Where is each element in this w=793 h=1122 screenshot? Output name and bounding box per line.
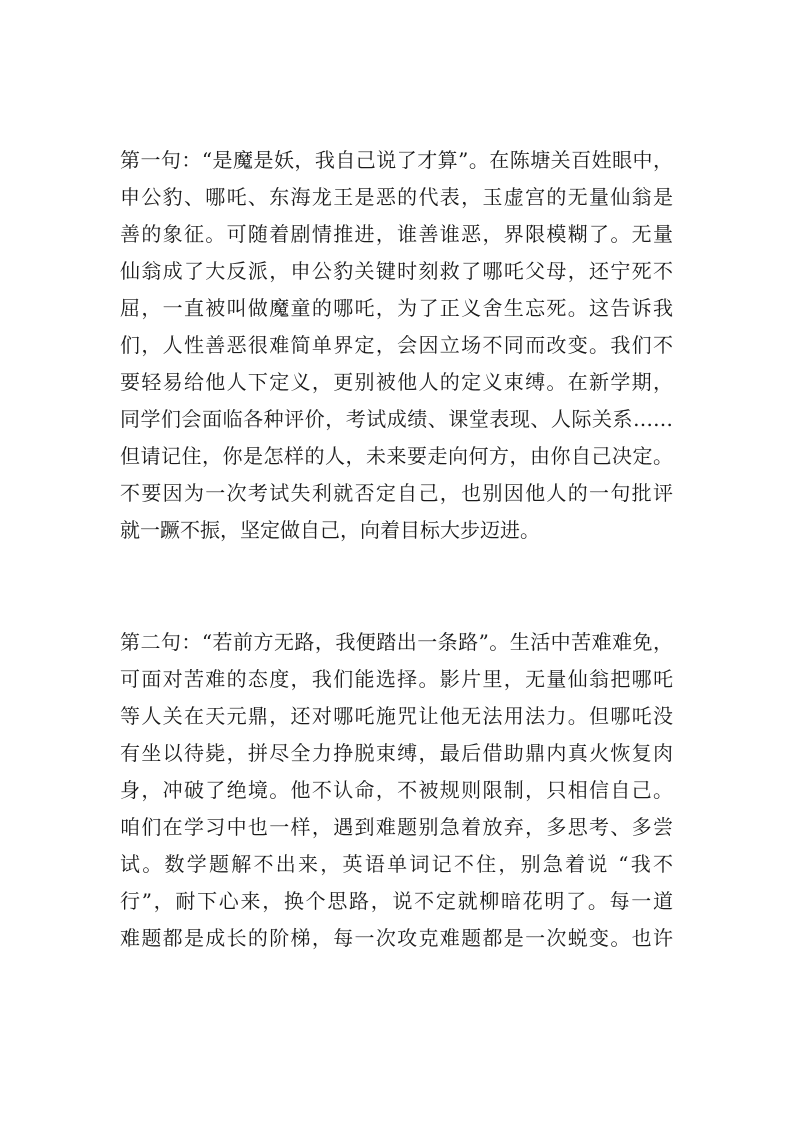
text-line: 第二句：“若前方无路，我便踏出一条路”。生活中苦难难免，: [120, 630, 673, 654]
paragraph-second-sentence: [120, 624, 673, 957]
text-line: 仙翁成了大反派，申公豹关键时刻救了哪吒父母，还宁死不: [120, 259, 673, 283]
text-line: 善的象征。可随着剧情推进，谁善谁恶，界限模糊了。无量: [120, 222, 673, 246]
text-line: 要轻易给他人下定义，更别被他人的定义束缚。在新学期，: [120, 370, 673, 394]
paragraph-first-sentence: [120, 142, 673, 549]
text-line: 们，人性善恶很难简单界定，会因立场不同而改变。我们不: [120, 333, 673, 357]
text-line: 身，冲破了绝境。他不认命，不被规则限制，只相信自己。: [120, 778, 673, 802]
text-line: 行”，耐下心来，换个思路，说不定就柳暗花明了。每一道: [120, 889, 673, 913]
text-line: 难题都是成长的阶梯，每一次攻克难题都是一次蜕变。也许: [120, 926, 673, 950]
text-line: 申公豹、哪吒、东海龙王是恶的代表，玉虚宫的无量仙翁是: [120, 185, 673, 209]
text-line: 有坐以待毙，拼尽全力挣脱束缚，最后借助鼎内真火恢复肉: [120, 741, 673, 765]
text-line: 屈，一直被叫做魔童的哪吒，为了正义舍生忘死。这告诉我: [120, 296, 673, 320]
text-line: 试。数学题解不出来，英语单词记不住，别急着说 “我不: [120, 852, 673, 876]
text-line: 等人关在天元鼎，还对哪吒施咒让他无法用法力。但哪吒没: [120, 704, 673, 728]
text-line: 不要因为一次考试失利就否定自己，也别因他人的一句批评: [120, 481, 673, 505]
text-line: 咱们在学习中也一样，遇到难题别急着放弃，多思考、多尝: [120, 815, 673, 839]
text-line: 第一句：“是魔是妖，我自己说了才算”。在陈塘关百姓眼中，: [120, 148, 673, 172]
text-line: 可面对苦难的态度，我们能选择。影片里，无量仙翁把哪吒: [120, 667, 673, 691]
text-line: 但请记住，你是怎样的人，未来要走向何方，由你自己决定。: [120, 444, 673, 468]
text-line: 就一蹶不振，坚定做自己，向着目标大步迈进。: [120, 518, 540, 542]
text-line: 同学们会面临各种评价，考试成绩、课堂表现、人际关系……: [120, 407, 673, 431]
